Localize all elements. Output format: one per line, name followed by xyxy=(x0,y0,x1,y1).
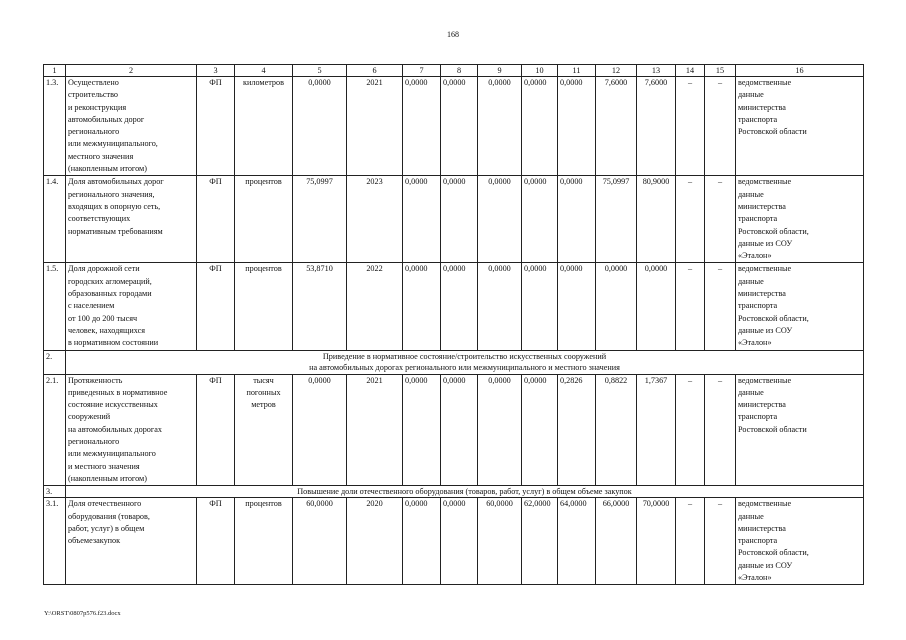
column-number: 12 xyxy=(596,65,637,77)
base-value: 60,0000 xyxy=(293,498,347,585)
value-cell: 0,0000 xyxy=(403,77,441,176)
value-cell: 0,0000 xyxy=(522,77,558,176)
column-number: 4 xyxy=(235,65,293,77)
unit: километров xyxy=(235,77,293,176)
value-cell: 0,0000 xyxy=(558,77,596,176)
table-row xyxy=(44,77,864,176)
row-number: 1.3. xyxy=(44,77,66,176)
column-number: 14 xyxy=(676,65,705,77)
column-number: 13 xyxy=(637,65,676,77)
indicator-type: ФП xyxy=(197,498,235,585)
value-cell: 0,0000 xyxy=(441,374,478,486)
column-number: 7 xyxy=(403,65,441,77)
value-cell: 75,0997 xyxy=(596,176,637,263)
indicator-name: Осуществлено строительство и реконструкция автомобильных дорог регионального или межмуниципального, местного значения (накопленным итогом) xyxy=(66,77,197,176)
value-cell: 0,2826 xyxy=(558,374,596,486)
base-value: 0,0000 xyxy=(293,77,347,176)
value-cell: 62,0000 xyxy=(522,498,558,585)
file-path-footer: Y:\ORST\0807p576.f23.docx xyxy=(44,610,121,617)
value-cell: – xyxy=(705,176,736,263)
indicator-name: Доля автомобильных дорог регионального значения, входящих в опорную сеть, соответствующих нормативным требованиям xyxy=(66,176,197,263)
row-number: 1.4. xyxy=(44,176,66,263)
value-cell: 0,0000 xyxy=(522,374,558,486)
value-cell: 66,0000 xyxy=(596,498,637,585)
indicator-name: Доля отечественного оборудования (товаров, работ, услуг) в общем объемезакупок xyxy=(66,498,197,585)
base-value: 0,0000 xyxy=(293,374,347,486)
table-row xyxy=(44,176,864,263)
row-number: 3.1. xyxy=(44,498,66,585)
value-cell: 0,0000 xyxy=(441,263,478,350)
indicator-type: ФП xyxy=(197,263,235,350)
base-year: 2021 xyxy=(347,77,403,176)
value-cell: – xyxy=(705,77,736,176)
value-cell: 0,0000 xyxy=(596,263,637,350)
indicators-table xyxy=(43,64,864,585)
column-number: 1 xyxy=(44,65,66,77)
value-cell: 0,0000 xyxy=(478,374,522,486)
value-cell: 0,0000 xyxy=(441,176,478,263)
column-number-row xyxy=(44,65,864,77)
table-row xyxy=(44,263,864,350)
column-number: 9 xyxy=(478,65,522,77)
unit: процентов xyxy=(235,176,293,263)
value-cell: 0,0000 xyxy=(403,176,441,263)
column-number: 5 xyxy=(293,65,347,77)
column-number: 2 xyxy=(66,65,197,77)
value-cell: – xyxy=(676,176,705,263)
value-cell: 0,0000 xyxy=(478,176,522,263)
page-number: 168 xyxy=(447,30,459,39)
data-source: ведомственные данные министерства транспорта Ростовской области, данные из СОУ «Эталон» xyxy=(736,263,864,350)
section-number: 3. xyxy=(44,486,66,498)
column-number: 11 xyxy=(558,65,596,77)
base-year: 2023 xyxy=(347,176,403,263)
base-year: 2021 xyxy=(347,374,403,486)
value-cell: 1,7367 xyxy=(637,374,676,486)
value-cell: 0,0000 xyxy=(478,263,522,350)
indicator-type: ФП xyxy=(197,374,235,486)
section-number: 2. xyxy=(44,350,66,374)
column-number: 10 xyxy=(522,65,558,77)
indicator-type: ФП xyxy=(197,176,235,263)
value-cell: 80,9000 xyxy=(637,176,676,263)
value-cell: 70,0000 xyxy=(637,498,676,585)
row-number: 2.1. xyxy=(44,374,66,486)
indicator-name: Доля дорожной сети городских агломераций, образованных городами с населением от 100 до 200 тысяч человек, находящихся в нормативном состоянии xyxy=(66,263,197,350)
column-number: 3 xyxy=(197,65,235,77)
data-source: ведомственные данные министерства транспорта Ростовской области, данные из СОУ «Эталон» xyxy=(736,176,864,263)
value-cell: – xyxy=(705,374,736,486)
column-number: 15 xyxy=(705,65,736,77)
base-value: 53,8710 xyxy=(293,263,347,350)
base-value: 75,0997 xyxy=(293,176,347,263)
data-source: ведомственные данные министерства транспорта Ростовской области xyxy=(736,374,864,486)
unit: тысяч погонных метров xyxy=(235,374,293,486)
value-cell: 64,0000 xyxy=(558,498,596,585)
data-source: ведомственные данные министерства транспорта Ростовской области, данные из СОУ «Эталон» xyxy=(736,498,864,585)
indicator-type: ФП xyxy=(197,77,235,176)
row-number: 1.5. xyxy=(44,263,66,350)
table-row xyxy=(44,374,864,486)
value-cell: 7,6000 xyxy=(596,77,637,176)
indicator-name: Протяженность приведенных в нормативное состояние искусственных сооружений на автомобильных дорогах регионального или межмуниципального и местного значения (накопленным итогом) xyxy=(66,374,197,486)
value-cell: 0,0000 xyxy=(522,176,558,263)
section-title: Приведение в нормативное состояние/строительство искусственных сооружений на автомобильных дорогах регионального или межмуниципального и местного значения xyxy=(66,350,864,374)
section-row xyxy=(44,486,864,498)
value-cell: 0,0000 xyxy=(522,263,558,350)
column-number: 16 xyxy=(736,65,864,77)
value-cell: 0,0000 xyxy=(441,77,478,176)
value-cell: 0,0000 xyxy=(637,263,676,350)
table-row xyxy=(44,498,864,585)
value-cell: 0,0000 xyxy=(403,374,441,486)
value-cell: 0,0000 xyxy=(558,176,596,263)
value-cell: – xyxy=(705,498,736,585)
value-cell: 0,0000 xyxy=(441,498,478,585)
value-cell: – xyxy=(705,263,736,350)
value-cell: – xyxy=(676,263,705,350)
data-source: ведомственные данные министерства транспорта Ростовской области xyxy=(736,77,864,176)
base-year: 2020 xyxy=(347,498,403,585)
column-number: 6 xyxy=(347,65,403,77)
value-cell: – xyxy=(676,77,705,176)
base-year: 2022 xyxy=(347,263,403,350)
unit: процентов xyxy=(235,498,293,585)
column-number: 8 xyxy=(441,65,478,77)
unit: процентов xyxy=(235,263,293,350)
value-cell: 7,6000 xyxy=(637,77,676,176)
value-cell: 0,0000 xyxy=(478,77,522,176)
value-cell: 60,0000 xyxy=(478,498,522,585)
value-cell: – xyxy=(676,498,705,585)
section-row xyxy=(44,350,864,374)
value-cell: 0,8822 xyxy=(596,374,637,486)
value-cell: 0,0000 xyxy=(403,263,441,350)
value-cell: 0,0000 xyxy=(403,498,441,585)
value-cell: 0,0000 xyxy=(558,263,596,350)
value-cell: – xyxy=(676,374,705,486)
section-title: Повышение доли отечественного оборудования (товаров, работ, услуг) в общем объеме закупок xyxy=(66,486,864,498)
